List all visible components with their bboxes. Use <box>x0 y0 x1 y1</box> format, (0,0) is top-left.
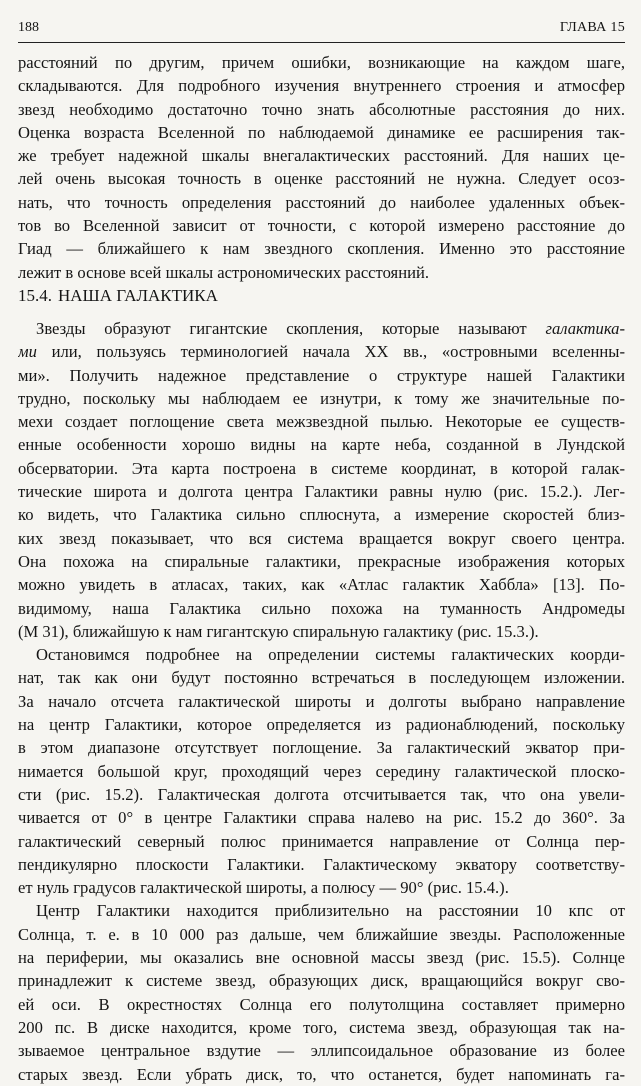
line-text: енные особенности хорошо видны на карте неба, созданной в Лундской <box>18 435 625 455</box>
text-line <box>18 620 625 643</box>
page-number: 188 <box>18 20 39 35</box>
chapter-title: ГЛАВА 15 <box>559 20 625 35</box>
text-line <box>18 457 625 480</box>
line-text: тические широта и долгота центра Галактики равны нулю (рис. 15.2.). Лег- <box>18 482 625 502</box>
text-line <box>18 969 625 992</box>
line-text: звезд необходимо достаточно точно знать абсолютные расстояния до них. <box>18 99 625 119</box>
text-line <box>18 853 625 876</box>
line-text: лежит в основе всей шкалы астрономических расстояний. <box>18 262 429 282</box>
section-title: НАША ГАЛАКТИКА <box>58 286 218 305</box>
text-line <box>18 387 625 410</box>
line-text: зываемое центральное вздутие — эллипсоидальное образование из более <box>18 1041 625 1061</box>
text-line <box>18 713 625 736</box>
text-line <box>18 237 625 260</box>
text-line <box>18 527 625 550</box>
line-text: Солнца, т. е. в 10 000 раз дальше, чем ближайшие звезды. Расположенные <box>18 924 625 944</box>
emphasis-term: ми <box>18 342 37 362</box>
line-text: на центр Галактики, которое определяется из радионаблюдений, поскольку <box>18 715 625 735</box>
text-line <box>18 191 625 214</box>
line-text: галактический северный полюс принимается направление от Солнца пер- <box>18 831 625 851</box>
line-text: Оценка возраста Вселенной по наблюдаемой динамике ее расширения так- <box>18 122 625 142</box>
line-text: старых звезд. Если убрать диск, то, что останется, будет напоминать га- <box>18 1064 625 1084</box>
line-text: складываются. Для подробного изучения внутреннего строения и атмосфер <box>18 76 625 96</box>
line-text: трудно, поскольку мы наблюдаем ее изнутри, к тому же значительные по- <box>18 388 625 408</box>
line-text: ких звезд показывает, что вся система вращается вокруг своего центра. <box>18 528 625 548</box>
text-line <box>18 1063 625 1086</box>
text-line <box>18 98 625 121</box>
text-line <box>18 480 625 503</box>
line-text: ей оси. В окрестностях Солнца его полутолщина составляет примерно <box>18 994 625 1014</box>
paragraph-distances <box>18 51 625 284</box>
text-line <box>18 364 625 387</box>
text-line <box>18 74 625 97</box>
section-number: 15.4. <box>18 286 52 305</box>
line-text: Она похожа на спиральные галактики, прекрасные изображения которых <box>18 551 625 571</box>
line-text: За начало отсчета галактической широты и долготы выбрано направление <box>18 691 625 711</box>
line-text: нат, так как они будут постоянно встречаться в последующем изложении. <box>18 668 625 688</box>
text-line <box>18 690 625 713</box>
section-body <box>18 317 625 1086</box>
line-text: нать, что точность определения расстояний до наиболее удаленных объек- <box>18 192 625 212</box>
text-line <box>18 317 625 340</box>
line-text: расстояний по другим, причем ошибки, возникающие на каждом шаге, <box>18 53 625 72</box>
text-line <box>18 261 625 284</box>
text-line <box>18 830 625 853</box>
line-text: Центр Галактики находится приблизительно на расстоянии 10 кпс от <box>36 901 625 921</box>
text-line <box>18 410 625 433</box>
running-header <box>18 20 625 43</box>
text-line <box>18 666 625 689</box>
text-line <box>18 1039 625 1062</box>
line-text: сти (рис. 15.2). Галактическая долгота отсчитывается так, что она увели- <box>18 784 625 804</box>
text-line <box>18 876 625 899</box>
line-text: ет нуль градусов галактической широты, а полюсу — 90° (рис. 15.4.). <box>18 878 509 898</box>
text-line <box>18 1016 625 1039</box>
text-line <box>18 736 625 759</box>
text-line <box>18 946 625 969</box>
line-text: 200 пс. В диске находится, кроме того, система звезд, образующая так на- <box>18 1017 625 1037</box>
line-text: лей очень высокая точность в оценке расстояний не нужна. Следует осоз- <box>18 169 625 189</box>
text-line <box>18 167 625 190</box>
line-text: в этом диапазоне отсутствует поглощение. За галактический экватор при- <box>18 738 625 758</box>
text-line <box>18 643 625 666</box>
text-line <box>18 806 625 829</box>
text-line <box>18 121 625 144</box>
line-text: или, пользуясь терминологией начала XX вв., «островными вселенны- <box>36 342 625 362</box>
line-text: чивается от 0° в центре Галактики справа налево на рис. 15.2 до 360°. За <box>18 808 625 828</box>
line-text: принадлежит к системе звезд, образующих диск, вращающийся вокруг сво- <box>18 971 625 991</box>
line-text: можно увидеть в атласах, таких, как «Атлас галактик Хаббла» [13]. По- <box>18 575 625 595</box>
text-line <box>18 597 625 620</box>
text-line <box>18 923 625 946</box>
text-line <box>18 214 625 237</box>
line-text: нимается большой круг, проходящий через середину галактической плоско- <box>18 761 625 781</box>
line-text: видимому, наша Галактика сильно похожа на туманность Андромеды <box>18 598 625 618</box>
text-line <box>18 51 625 74</box>
line-text: Гиад — ближайшего к нам звездного скопления. Именно это расстояние <box>18 239 625 259</box>
text-line <box>18 993 625 1016</box>
emphasis-term: галактика- <box>545 319 625 338</box>
line-text: обсерватории. Эта карта построена в системе координат, в которой галак- <box>18 458 625 478</box>
text-line <box>18 503 625 526</box>
line-text: тов во Вселенной зависит от точности, с которой измерено расстояние до <box>18 216 625 236</box>
text-line <box>18 760 625 783</box>
line-text: на периферии, мы оказались вне основной массы звезд (рис. 15.5). Солнце <box>18 948 625 968</box>
line-text: мехи создает поглощение света межзвездной пылью. Некоторые ее существ- <box>18 412 625 432</box>
line-text: ко видеть, что Галактика сильно сплюснута, а измерение скоростей близ- <box>18 505 625 525</box>
line-text: Остановимся подробнее на определении системы галактических коорди- <box>36 645 625 665</box>
text-line <box>18 433 625 456</box>
text-line <box>18 573 625 596</box>
text-line <box>18 550 625 573</box>
text-line <box>18 144 625 167</box>
line-text: пендикулярно плоскости Галактики. Галактическому экватору соответству- <box>18 854 625 874</box>
line-text: ми». Получить надежное представление о структуре нашей Галактики <box>18 365 625 385</box>
line-text: Звезды образуют гигантские скопления, которые называют <box>36 319 546 338</box>
text-line <box>18 340 625 363</box>
text-line <box>18 899 625 922</box>
line-text: (М 31), ближайшую к нам гигантскую спиральную галактику (рис. 15.3.). <box>18 621 539 641</box>
section-heading <box>18 286 224 306</box>
line-text: же требует надежной шкалы внегалактических расстояний. Для наших це- <box>18 146 625 166</box>
text-line <box>18 783 625 806</box>
